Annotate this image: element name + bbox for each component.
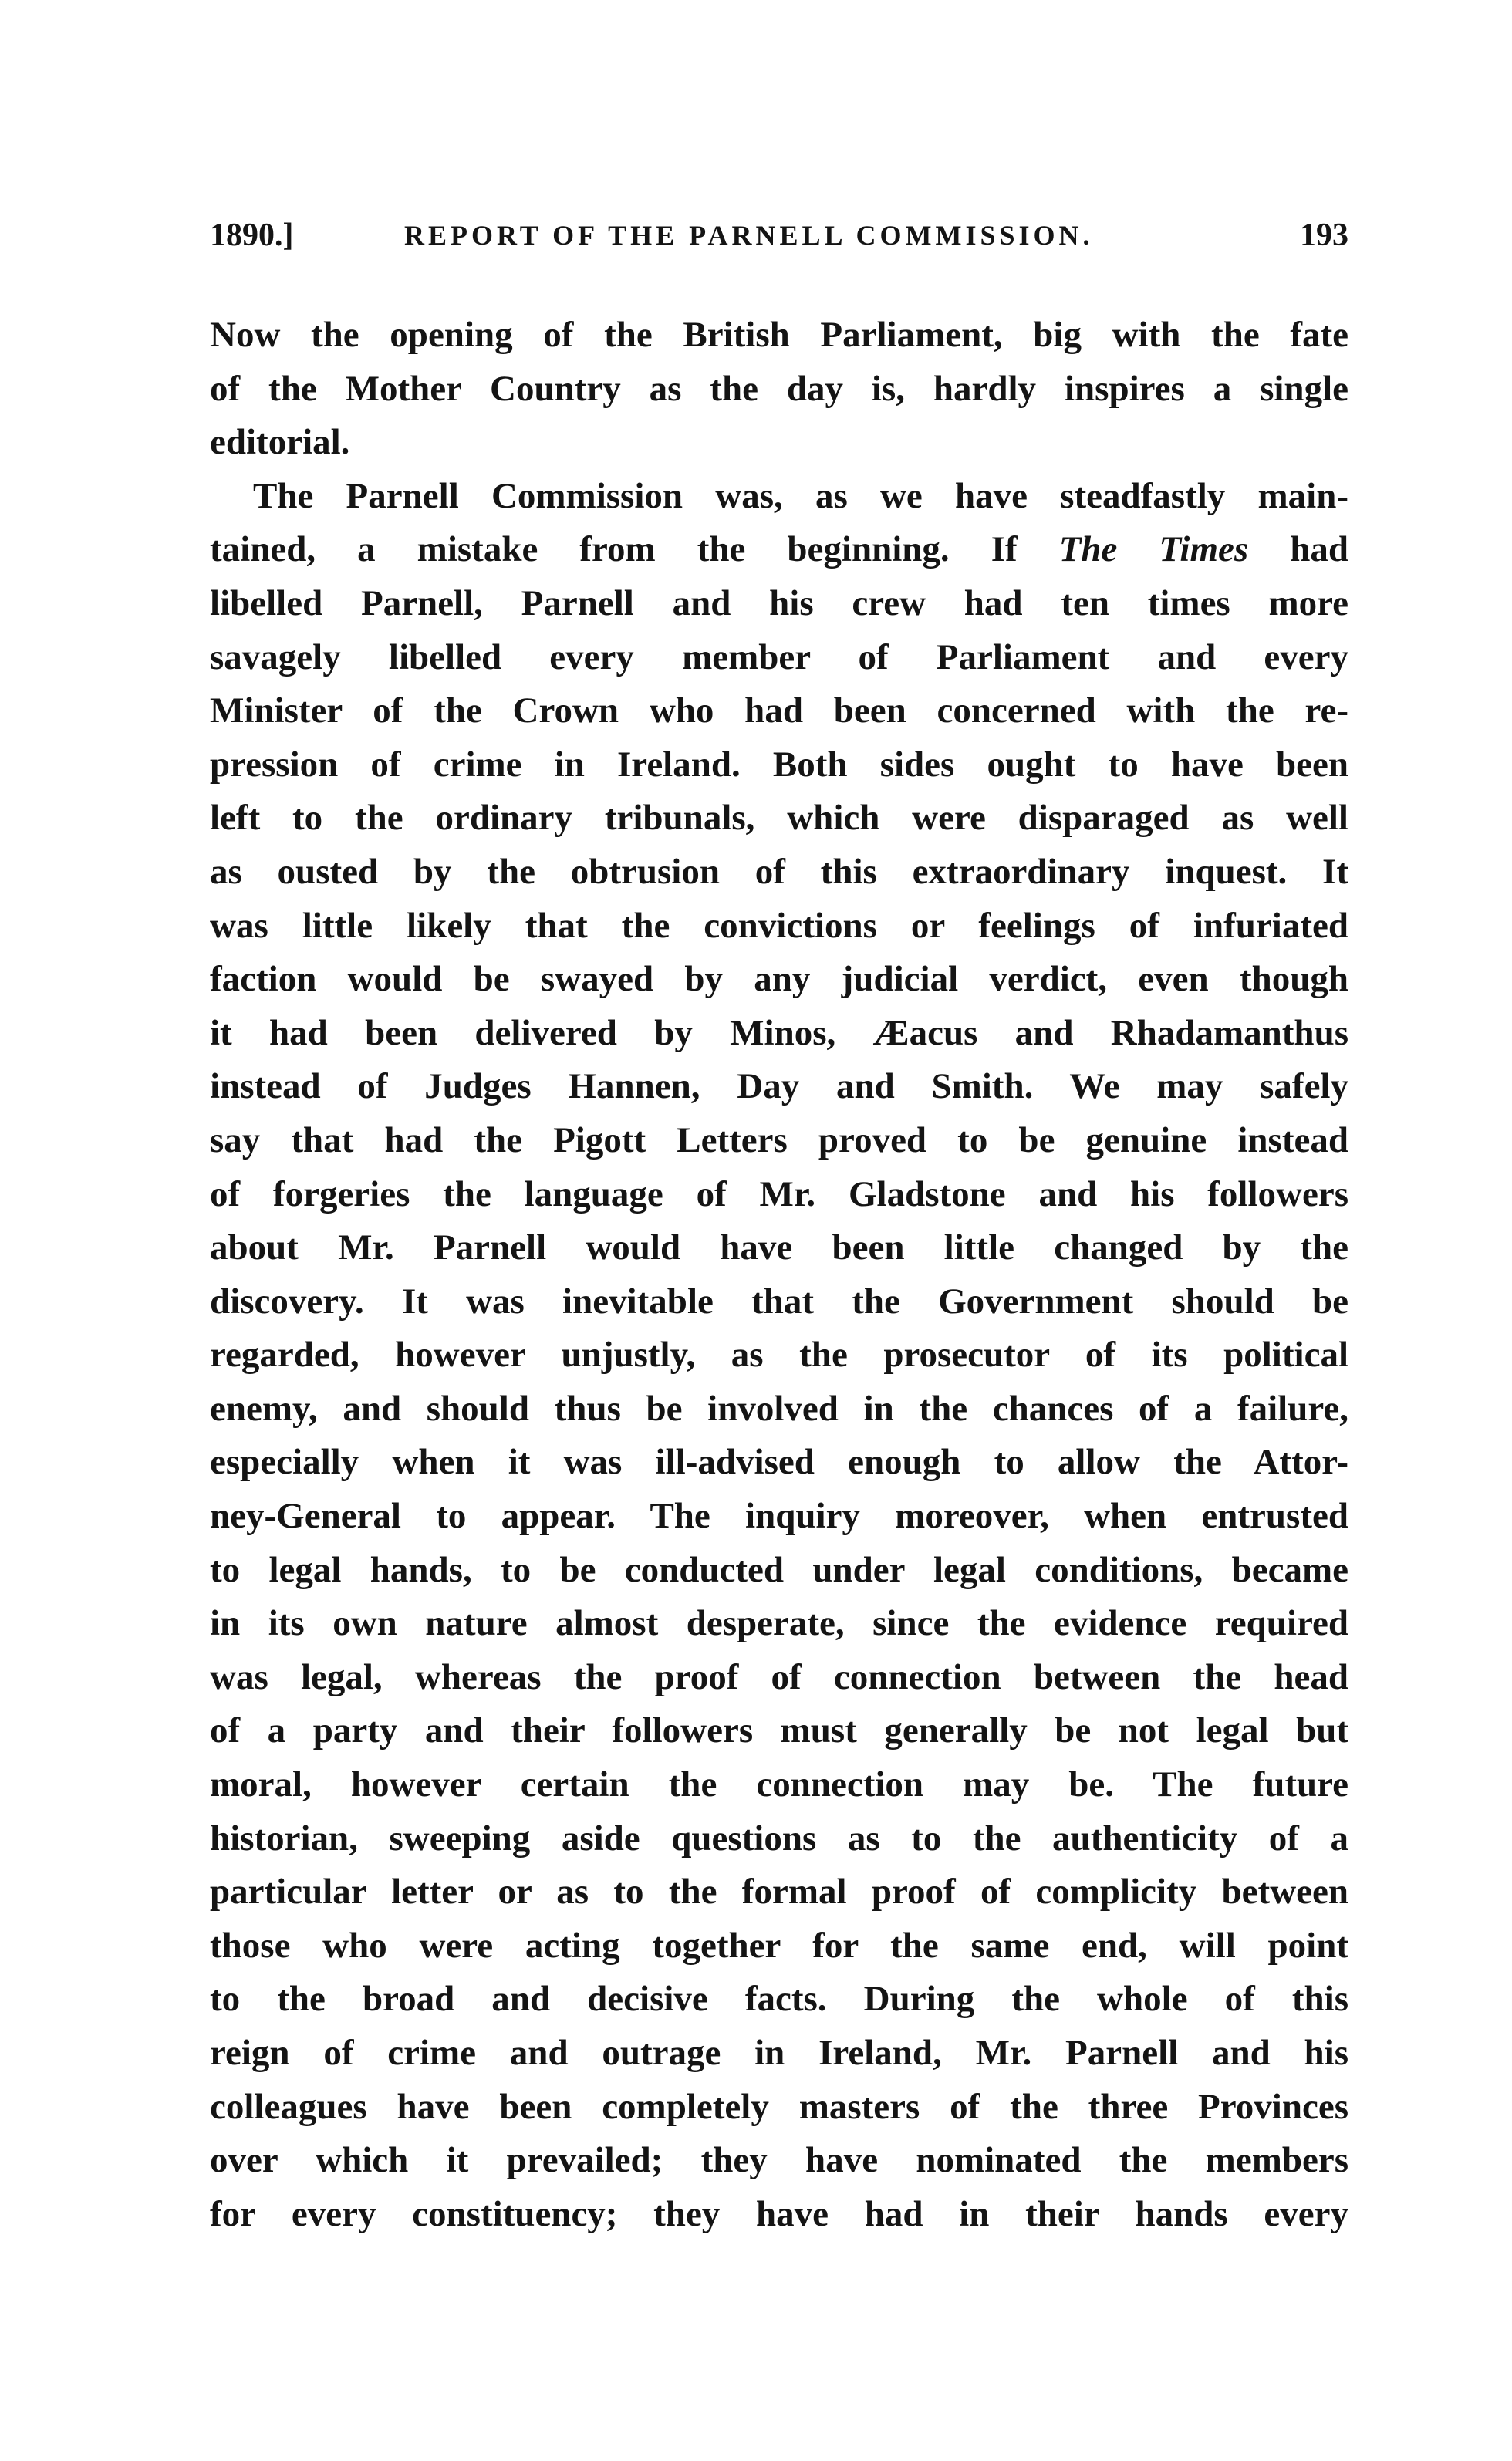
text-line: colleagues have been completely masters of the three Provinces — [210, 2086, 1348, 2127]
running-head — [210, 208, 1348, 262]
header-year: 1890.] — [210, 218, 294, 253]
text-line: libelled Parnell, Parnell and his crew had ten times more — [210, 582, 1348, 623]
text-line: over which it prevailed; they have nominated the members — [210, 2140, 1348, 2181]
text-line: of a party and their followers must generally be not legal but — [210, 1710, 1348, 1751]
text-line: as ousted by the obtrusion of this extraordinary inquest. It — [210, 851, 1348, 892]
text-line: about Mr. Parnell would have been little changed by the — [210, 1227, 1348, 1268]
text-line: tained, a mistake from the beginning. If The Times had — [210, 529, 1348, 570]
text-line: in its own nature almost desperate, since the evidence required — [210, 1603, 1348, 1644]
text-line: say that had the Pigott Letters proved to be genuine instead — [210, 1119, 1348, 1160]
text-line: discovery. It was inevitable that the Government should be — [210, 1281, 1348, 1322]
header-title: REPORT OF THE PARNELL COMMISSION. — [404, 220, 1094, 251]
text-line: for every constituency; they have had in their hands every — [210, 2193, 1348, 2234]
text-line: enemy, and should thus be involved in the chances of a failure, — [210, 1388, 1348, 1429]
text-line: regarded, however unjustly, as the prosecutor of its political — [210, 1335, 1348, 1376]
text-line: moral, however certain the connection may be. The future — [210, 1764, 1348, 1805]
text-line: was little likely that the convictions or feelings of infuriated — [210, 905, 1348, 946]
text-line: Now the opening of the British Parliament, big with the fate — [210, 315, 1348, 355]
body-text — [210, 309, 1348, 2241]
page-number: 193 — [1300, 218, 1348, 253]
text-line: reign of crime and outrage in Ireland, Mr. Parnell and his — [210, 2033, 1348, 2073]
text-line: editorial. — [210, 422, 350, 463]
text-line: The Parnell Commission was, as we have steadfastly main- — [253, 475, 1348, 516]
text-line: ney-General to appear. The inquiry moreover, when entrusted — [210, 1496, 1348, 1537]
text-line: to the broad and decisive facts. During the whole of this — [210, 1979, 1348, 2020]
text-line: of forgeries the language of Mr. Gladstone and his followers — [210, 1173, 1348, 1214]
text-line: those who were acting together for the same end, will point — [210, 1925, 1348, 1966]
text-line: particular letter or as to the formal proof of complicity between — [210, 1872, 1348, 1912]
text-line: especially when it was ill-advised enough to allow the Attor- — [210, 1442, 1348, 1483]
text-line: of the Mother Country as the day is, hardly inspires a single — [210, 368, 1348, 409]
text-line: savagely libelled every member of Parliament and every — [210, 636, 1348, 677]
text-line: it had been delivered by Minos, Æacus and Rhadamanthus — [210, 1012, 1348, 1053]
text-line: pression of crime in Ireland. Both sides ought to have been — [210, 744, 1348, 785]
text-line: historian, sweeping aside questions as to the authenticity of a — [210, 1818, 1348, 1858]
text-line: instead of Judges Hannen, Day and Smith. We may safely — [210, 1066, 1348, 1107]
text-line: faction would be swayed by any judicial verdict, even though — [210, 959, 1348, 1000]
text-line: was legal, whereas the proof of connection between the head — [210, 1656, 1348, 1697]
text-line: Minister of the Crown who had been concerned with the re- — [210, 690, 1348, 731]
text-line: to legal hands, to be conducted under legal conditions, became — [210, 1549, 1348, 1590]
text-line: left to the ordinary tribunals, which were disparaged as well — [210, 798, 1348, 839]
